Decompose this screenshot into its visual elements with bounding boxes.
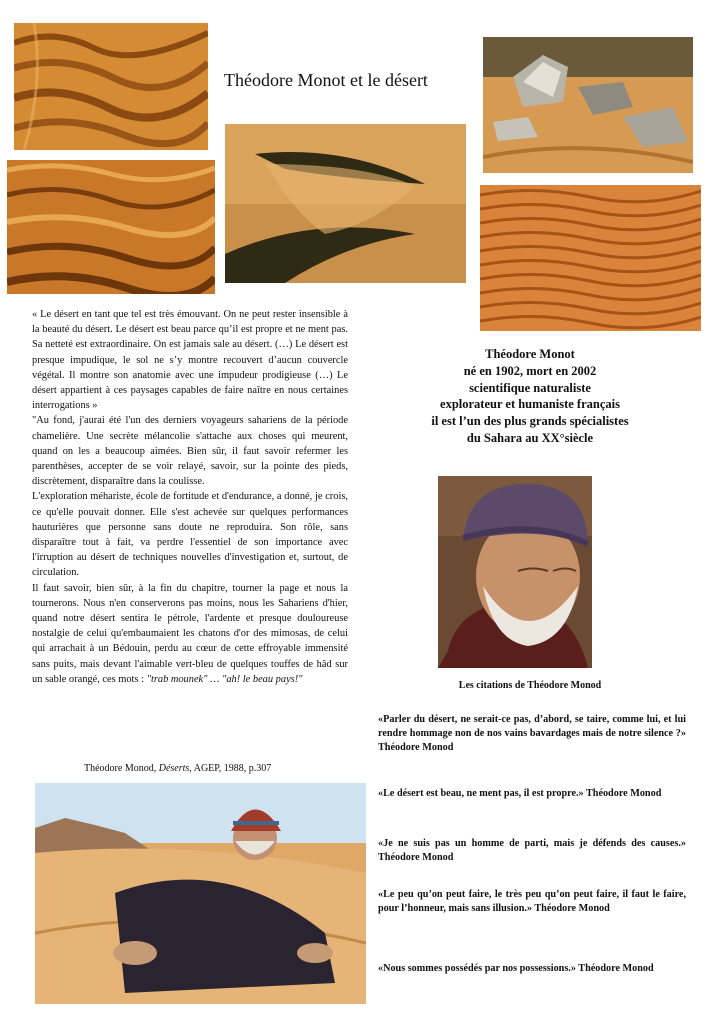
citation-4: «Le peu qu’on peut faire, le très peu qu’on peut faire, il faut le faire, pour l’honneur, mais sans illusion.» Théodore Monod (378, 889, 686, 914)
dunes-photo-mid-left (7, 160, 215, 294)
desert-quote-text (32, 307, 348, 687)
bio-line: Théodore Monot (485, 347, 575, 361)
bio-line: il est l’un des plus grands spécialistes (431, 414, 629, 429)
rocks-photo-top-right (483, 37, 693, 173)
bio-line: né en 1902, mort en 2002 (463, 363, 597, 378)
bio-line: du Sahara au XX°siècle (466, 430, 594, 445)
monod-in-sand-photo (35, 783, 366, 1004)
ripples-photo-right (480, 185, 701, 331)
dune-photo-center (225, 124, 466, 283)
quote-source: Théodore Monod, Déserts, AGEP, 1988, p.307 (84, 763, 272, 774)
quote-paragraph-4: Il faut savoir, bien sûr, à la fin du chapitre, tourner la page et nous la tournerons. Nous n'en conserverons pas moins, nous les Sahariens d'hier, quand notre désert sentira le pétrole, l'ardente et presque douloureuse nostalgie de celui qu'embaumaient les chatons d'or des mimosas, de celui qui arrachait à un Bédouin, perdu au cœur de cette effroyable immensité sans puits, mais devant l'aimable vert-bleu de quelques touffes de hâd sur un sable orangé, ces mots : "trab mounek" … "ah! le beau pays!" (32, 582, 348, 685)
citations-heading: Les citations de Théodore Monod (458, 680, 602, 691)
monod-portrait-photo (438, 476, 592, 668)
citation-3: «Je ne suis pas un homme de parti, mais je défends des causes.» Théodore Monod (378, 838, 686, 863)
citation-5: «Nous sommes possédés par nos possessions.» Théodore Monod (378, 963, 654, 974)
quote-italic-ending: "trab mounek" … "ah! le beau pays!" (146, 673, 303, 685)
bio-line: scientifique naturaliste (469, 380, 591, 395)
bio-line: explorateur et humaniste français (440, 397, 620, 412)
quote-paragraph-2: "Au fond, j'aurai été l'un des derniers voyageurs sahariens de la période chamelière. Une secrète mélancolie s'attache aux choses qui meurent, quand on les a beaucoup aimées. Bien sûr, il faut savoir refermer les parenthèses, accepter de se voir relayé, savoir, sur la pointe des pieds, discrètement, disparaître dans la coulisse. (32, 415, 348, 488)
quote-paragraph-1: « Le désert en tant que tel est très émouvant. On ne peut rester insensible à la beauté du désert. Le désert est beau parce qu’il est propre et ne ment pas. Sa netteté est extraordinaire. On est jamais sale au désert. (…) Le désert est presque impudique, le sol ne s’y montre recouvert d’aucun couvercle végétal. Il montre son anatomie avec une impudeur prodigieuse (…) Le désert appartient à ces paysages capables de faire naître en nous certaines interrogations » (32, 309, 348, 412)
citation-2: «Le désert est beau, ne ment pas, il est propre.» Théodore Monod (378, 788, 662, 799)
biography-block (380, 346, 680, 447)
citation-1: «Parler du désert, ne serait-ce pas, d’abord, se taire, comme lui, et lui rendre hommage non de nos vains bavardages mais de notre silence ?» Théodore Monod (378, 714, 686, 753)
page-title: Théodore Monot et le désert (224, 70, 428, 90)
quote-paragraph-3: L'exploration méhariste, école de fortitude et d'endurance, a donné, je crois, ce qu'elle pouvait donner. Elle s'est achevée sur quelques performances hauturières que personne sans doute ne reproduira. Son rôle, sans disparaître tout à fait, va perdre l'essentiel de son importance avec l'irruption au désert de techniques nouvelles d'investigation et, surtout, de circulation. (32, 491, 348, 579)
dunes-photo-top-left (14, 23, 208, 150)
